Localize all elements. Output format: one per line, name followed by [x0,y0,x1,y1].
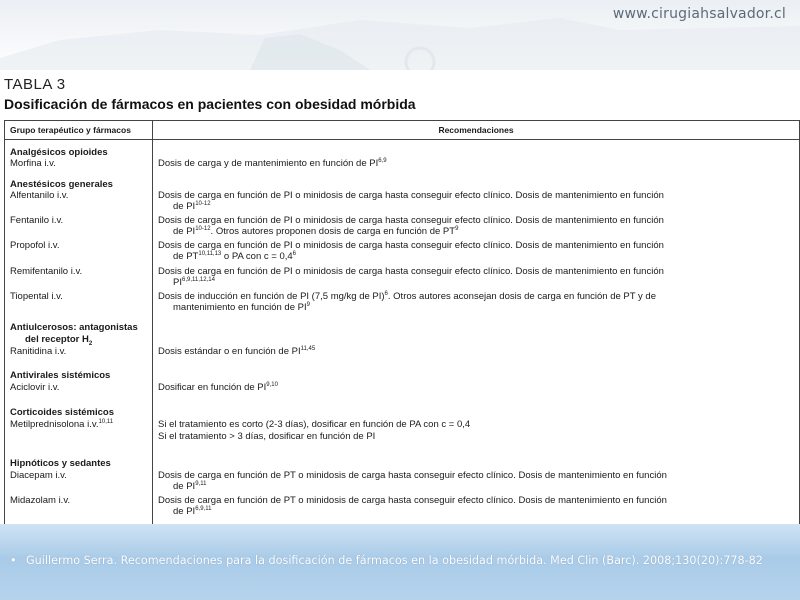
table-label: TABLA 3 [4,76,66,93]
rec-metilprednisolona-line1: Si el tratamiento es corto (2-3 días), dosificar en función de PA con c = 0,4 [158,419,471,430]
group-antiulcerosos-cont-text: del receptor H [25,334,89,345]
citation-text: Guillermo Serra. Recomendaciones para la dosificación de fármacos en la obesidad mórbida. Med Clin (Barc). 2008;130(20):778-82 [26,554,763,567]
reference-superscript: 10,11,13 [198,250,222,257]
rec-text: Dosis de carga y de mantenimiento en función de PI [158,158,379,169]
group-antiulcerosos-cont [10,334,92,345]
group-corticoides: Corticoides sistémicos [10,407,115,418]
rec-morfina [158,158,387,169]
rec-midazolam-line1: Dosis de carga en función de PT o minidosis de carga hasta conseguir efecto clínico. Dosis de mantenimiento en función [158,495,667,506]
drug-remifentanilo: Remifentanilo i.v. [10,266,83,277]
drug-propofol: Propofol i.v. [10,240,60,251]
rec-text: Dosis estándar o en función de PI [158,346,301,357]
table-title: Dosificación de fármacos en pacientes con obesidad mórbida [4,96,416,112]
rec-text: de PI [173,201,196,212]
column-header-group: Grupo terapéutico y fármacos [5,121,153,139]
bullet-icon: • [10,554,17,567]
reference-superscript: 6 [292,250,297,257]
drug-tiopental: Tiopental i.v. [10,291,63,302]
drug-metilprednisolona-text: Metilprednisolona i.v. [10,419,99,430]
drug-fentanilo: Fentanilo i.v. [10,215,64,226]
drug-diacepam: Diacepam i.v. [10,470,67,481]
drug-aciclovir: Aciclovir i.v. [10,382,60,393]
table-body [5,140,799,525]
drug-morfina: Morfina i.v. [10,158,56,169]
rec-fentanilo-line2 [158,226,458,237]
rec-alfentanilo-line1: Dosis de carga en función de PI o minidosis de carga hasta conseguir efecto clínico. Dosis de mantenimiento en función [158,190,664,201]
drug-alfentanilo: Alfentanilo i.v. [10,190,69,201]
reference-superscript: 6,9 [378,157,387,164]
rec-alfentanilo-line2 [158,201,211,212]
rec-text: de PT [173,251,199,262]
rec-fentanilo-line1: Dosis de carga en función de PI o minidosis de carga hasta conseguir efecto clínico. Dosis de mantenimiento en función [158,215,664,226]
column-header-recommendations: Recomendaciones [438,125,514,135]
rec-metilprednisolona-line2: Si el tratamiento > 3 días, dosificar en función de PI [158,431,376,442]
drug-column [5,140,153,525]
drug-metilprednisolona [10,419,113,430]
reference-superscript: 9,11 [195,480,207,487]
rec-text: de PI [173,226,196,237]
reference-superscript: 10,11 [98,418,114,425]
reference-superscript: 9 [306,301,310,308]
rec-text: . Otros autores proponen dosis de carga en función de PT [210,226,456,237]
rec-text: Dosis de inducción en función de PI (7,5 mg/kg de PI) [158,291,385,302]
rec-text: de PI [173,506,196,517]
reference-superscript: 6,9,11,12,14 [181,276,215,283]
table-header-row [5,121,799,140]
rec-tiopental-line1 [158,291,656,302]
rec-remifentanilo-line2 [158,277,215,288]
reference-superscript: 6,9,11 [195,505,212,512]
reference-superscript: 9 [455,225,459,232]
reference-superscript: 9,10 [266,381,278,388]
site-url: www.cirugiahsalvador.cl [612,6,786,22]
group-antiulcerosos: Antiulcerosos: antagonistas [10,322,138,333]
rec-diacepam-line2 [158,481,206,492]
rec-tiopental-line2 [158,302,310,313]
rec-propofol-line1: Dosis de carga en función de PI o minidosis de carga hasta conseguir efecto clínico. Dosis de mantenimiento en función [158,240,664,251]
group-antivirales: Antivirales sistémicos [10,370,111,381]
rec-text: PI [173,277,182,288]
rec-text: mantenimiento en función de PI [173,302,307,313]
drug-ranitidina: Ranitidina i.v. [10,346,67,357]
rec-text: de PI [173,481,196,492]
rec-text: . Otros autores aconsejan dosis de carga en función de PT y de [387,291,656,302]
reference-superscript: 10-12 [195,225,211,232]
reference-superscript: 11,45 [300,345,316,352]
rec-ranitidina [158,346,315,357]
rec-text: o PA con c = 0,4 [221,251,293,262]
rec-aciclovir [158,382,278,393]
group-anestesicos: Anestésicos generales [10,179,113,190]
reference-superscript: 6 [384,290,388,297]
drug-midazolam: Midazolam i.v. [10,495,71,506]
citation [10,554,800,567]
rec-text: Dosificar en función de PI [158,382,267,393]
recommendation-column [153,140,799,525]
rec-midazolam-line2 [158,506,211,517]
rec-diacepam-line1: Dosis de carga en función de PT o minidosis de carga hasta conseguir efecto clínico. Dosis de mantenimiento en función [158,470,667,481]
rec-propofol-line2 [158,251,296,262]
subscript-2: 2 [88,340,93,347]
reference-superscript: 10-12 [195,200,211,207]
rec-remifentanilo-line1: Dosis de carga en función de PI o minidosis de carga hasta conseguir efecto clínico. Dosis de mantenimiento en función [158,266,664,277]
group-analgesicos: Analgésicos opioides [10,147,108,158]
dosage-table [4,120,800,525]
group-hipnoticos: Hipnóticos y sedantes [10,458,111,469]
